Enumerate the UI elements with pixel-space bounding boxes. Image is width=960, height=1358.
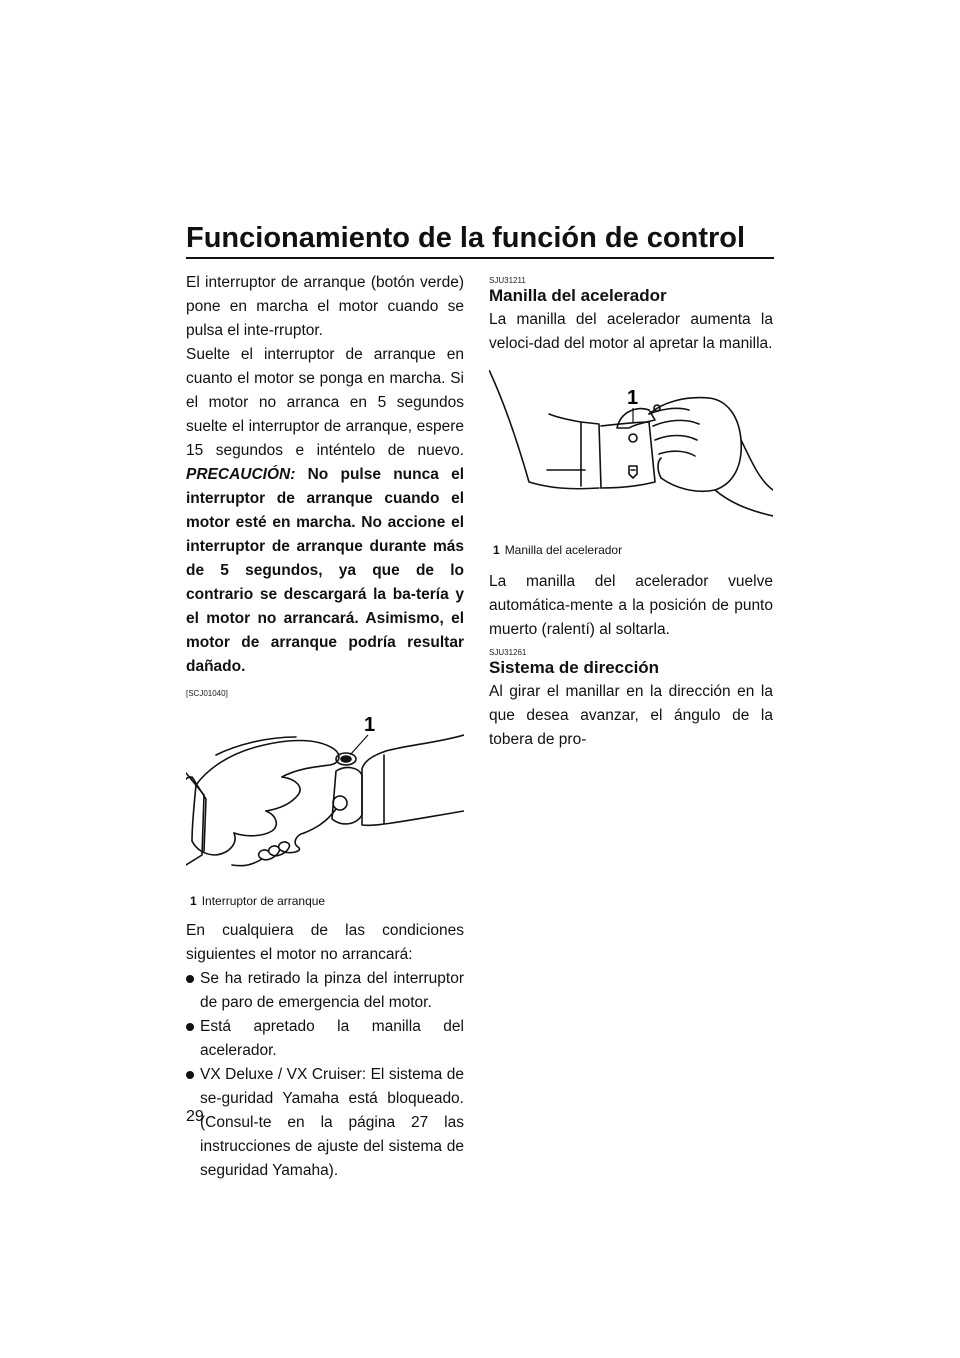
page-number: 29 xyxy=(186,1108,204,1125)
throttle-illustration xyxy=(489,370,773,540)
page-title: Funcionamiento de la función de control xyxy=(186,222,746,254)
throttle-caption xyxy=(489,542,773,558)
right-column xyxy=(489,276,773,752)
caption-text: Manilla del acelerador xyxy=(504,543,623,557)
caution-text: No pulse nunca el interruptor de arranque cuando el motor esté en marcha. No accione el interruptor de arranque durante más de 5 segundos, ya que de lo contrario se descargará la ba-tería y el motor no arrancará. Asimismo, el motor de arranque podría resultar dañado. xyxy=(186,466,464,675)
title-rule xyxy=(186,257,774,259)
caption-text: Interruptor de arranque xyxy=(201,894,326,908)
section-code-steering: SJU31261 xyxy=(489,648,527,657)
throttle-figure xyxy=(489,370,773,558)
caution-code: [SCJ01040] xyxy=(186,689,228,698)
start-switch-paragraph: El interruptor de arranque (botón verde) pone en marcha el motor cuando se pulsa el inte-rruptor. xyxy=(186,274,464,339)
figure-callout-1: 1 xyxy=(364,715,376,736)
start-switch-caption xyxy=(186,893,464,909)
list-item: Está apretado la manilla del acelerador. xyxy=(186,1015,464,1063)
steering-paragraph: Al girar el manillar en la dirección en la que desea avanzar, el ángulo de la tobera de pro- xyxy=(489,683,773,748)
section-heading-steering: Sistema de dirección xyxy=(489,658,660,677)
left-column xyxy=(186,271,464,1183)
release-text: Suelte el interruptor de arranque en cuanto el motor se ponga en marcha. Si el motor no arranca en 5 segundos suelte el interruptor de arranque, espere 15 segundos e inténtelo de nuevo. xyxy=(186,346,464,459)
caption-number: 1 xyxy=(190,894,197,908)
section-code-throttle: SJU31211 xyxy=(489,276,526,285)
throttle-paragraph: La manilla del acelerador aumenta la veloci-dad del motor al apretar la manilla. xyxy=(489,311,773,352)
throttle-return-paragraph: La manilla del acelerador vuelve automática-mente a la posición de punto muerto (ralentí) al soltarla. xyxy=(489,573,773,638)
start-switch-figure xyxy=(186,715,464,909)
list-item: VX Deluxe / VX Cruiser: El sistema de se-guridad Yamaha está bloqueado. (Consul-te en la página 27 las instrucciones de ajuste del sistema de seguridad Yamaha). xyxy=(186,1063,464,1183)
figure-callout-1: 1 xyxy=(627,387,639,409)
caption-number: 1 xyxy=(493,543,500,557)
conditions-paragraph: En cualquiera de las condiciones siguientes el motor no arrancará: xyxy=(186,922,464,963)
caution-label: PRECAUCIÓN: xyxy=(186,466,296,483)
list-item: Se ha retirado la pinza del interruptor de paro de emergencia del motor. xyxy=(186,967,464,1015)
release-paragraph xyxy=(186,343,464,679)
conditions-list xyxy=(186,967,464,1183)
section-heading-throttle: Manilla del acelerador xyxy=(489,286,667,305)
start-switch-illustration xyxy=(186,715,464,891)
